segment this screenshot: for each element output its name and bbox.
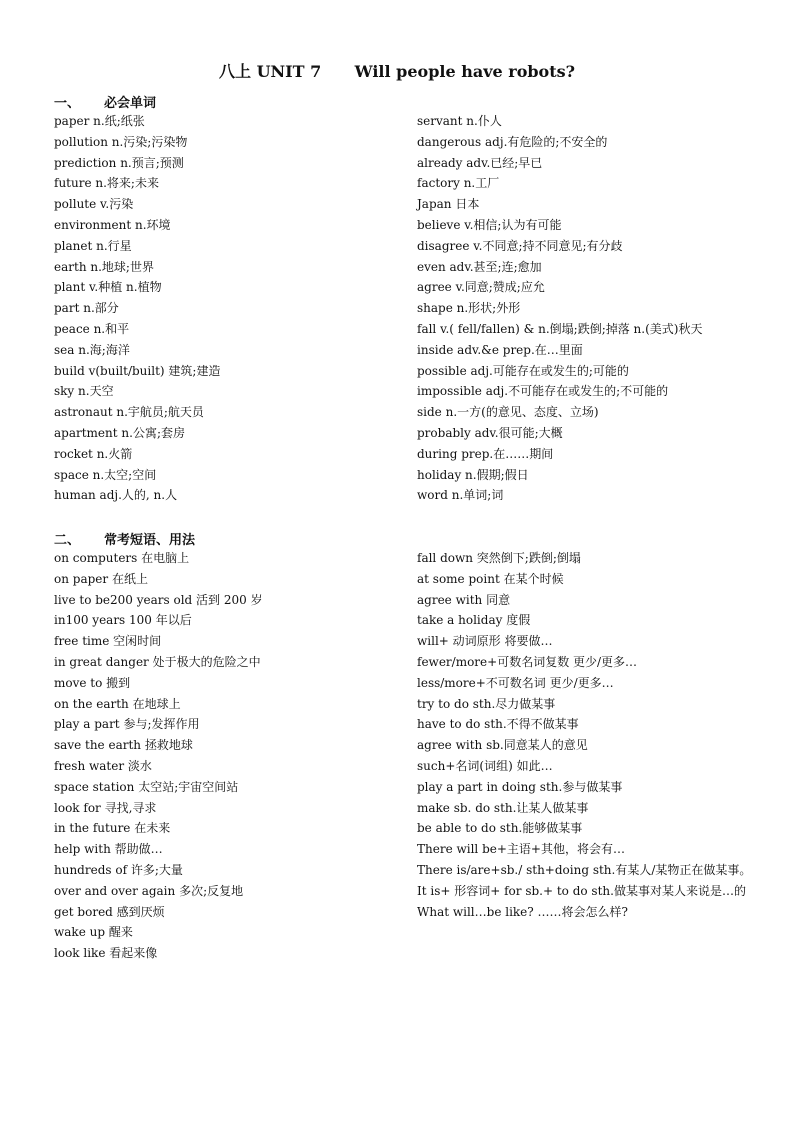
list-item: free time 空闲时间 <box>54 634 162 649</box>
list-item: probably adv.很可能;大概 <box>417 425 563 440</box>
section-title: 必会单词 <box>104 96 157 111</box>
list-item: in the future 在未来 <box>54 821 171 836</box>
list-item: in100 years 100 年以后 <box>54 613 192 628</box>
list-item: pollution n.污染;污染物 <box>54 134 188 149</box>
list-item: on the earth 在地球上 <box>54 696 181 711</box>
list-item: have to do sth.不得不做某事 <box>417 717 579 732</box>
list-item: environment n.环境 <box>54 217 171 232</box>
list-item: try to do sth.尽力做某事 <box>417 696 556 711</box>
list-item: on paper 在纸上 <box>54 571 148 586</box>
list-item: agree v.同意;赞成;应允 <box>417 280 545 295</box>
list-item: servant n.仆人 <box>417 114 502 128</box>
list-item: future n.将来;未来 <box>54 176 159 191</box>
list-item: look for 寻找,寻求 <box>54 800 157 815</box>
section-number: 二、 <box>54 533 81 548</box>
list-item: play a part 参与;发挥作用 <box>54 717 200 732</box>
phrases-left-column <box>54 548 394 964</box>
list-item: disagree v.不同意;持不同意见;有分歧 <box>417 238 623 253</box>
section-heading-vocabulary <box>54 92 156 111</box>
list-item: on computers 在电脑上 <box>54 551 190 565</box>
list-item: save the earth 拯救地球 <box>54 738 193 753</box>
list-item: during prep.在……期间 <box>417 446 554 461</box>
list-item: impossible adj.不可能存在或发生的;不可能的 <box>417 384 669 399</box>
list-item: take a holiday 度假 <box>417 613 531 628</box>
list-item: sky n.天空 <box>54 384 114 399</box>
list-item: plant v.种植 n.植物 <box>54 280 162 295</box>
list-item: believe v.相信;认为有可能 <box>417 217 562 232</box>
list-item: possible adj.可能存在或发生的;可能的 <box>417 363 629 378</box>
list-item: fresh water 淡水 <box>54 758 152 773</box>
list-item: look like 看起来像 <box>54 946 158 961</box>
list-item: at some point 在某个时候 <box>417 571 564 586</box>
list-item: human adj.人的, n.人 <box>54 488 178 503</box>
list-item: over and over again 多次;反复地 <box>54 883 244 898</box>
list-item: less/more+不可数名词 更少/更多… <box>417 675 614 690</box>
list-item: sea n.海;海洋 <box>54 342 130 357</box>
list-item: help with 帮助做… <box>54 842 163 857</box>
phrases-right-column <box>417 548 762 922</box>
list-item: fall v.( fell/fallen) & n.倒塌;跌倒;掉落 n.(美式)秋天 <box>417 321 703 336</box>
list-item: side n.一方(的意见、态度、立场) <box>417 405 599 420</box>
list-item: agree with sb.同意某人的意见 <box>417 738 588 753</box>
list-item: inside adv.&e prep.在…里面 <box>417 342 583 357</box>
section-number: 一、 <box>54 96 81 111</box>
list-item: hundreds of 许多;大量 <box>54 862 183 877</box>
list-item: peace n.和平 <box>54 321 130 336</box>
list-item: agree with 同意 <box>417 592 511 607</box>
list-item: already adv.已经;早已 <box>417 155 543 170</box>
list-item: holiday n.假期;假日 <box>417 467 529 482</box>
list-item: astronaut n.宇航员;航天员 <box>54 405 204 420</box>
vocabulary-right-column <box>417 111 762 506</box>
list-item: word n.单词;词 <box>417 488 504 503</box>
list-item: There is/are+sb./ sth+doing sth.有某人/某物正在做某事。 <box>417 862 752 877</box>
list-item: Japan 日本 <box>417 197 480 212</box>
list-item: live to be200 years old 活到 200 岁 <box>54 592 263 607</box>
section-title: 常考短语、用法 <box>104 533 196 548</box>
list-item: be able to do sth.能够做某事 <box>417 821 583 836</box>
list-item: What will…be like? ……将会怎么样? <box>417 904 628 919</box>
list-item: get bored 感到厌烦 <box>54 904 165 919</box>
list-item: will+ 动词原形 将要做… <box>417 634 553 649</box>
list-item: rocket n.火箭 <box>54 446 133 461</box>
list-item: dangerous adj.有危险的;不安全的 <box>417 134 608 149</box>
list-item: fall down 突然倒下;跌倒;倒塌 <box>417 551 581 565</box>
list-item: planet n.行星 <box>54 238 132 253</box>
list-item: play a part in doing sth.参与做某事 <box>417 779 623 794</box>
list-item: move to 搬到 <box>54 675 131 690</box>
list-item: space station 太空站;宇宙空间站 <box>54 779 239 794</box>
list-item: build v(built/built) 建筑;建造 <box>54 363 221 378</box>
list-item: in great danger 处于极大的危险之中 <box>54 654 261 669</box>
list-item: even adv.甚至;连;愈加 <box>417 259 542 274</box>
list-item: part n.部分 <box>54 301 119 316</box>
list-item: factory n.工厂 <box>417 176 500 191</box>
section-heading-phrases <box>54 529 195 548</box>
list-item: pollute v.污染 <box>54 197 134 212</box>
list-item: prediction n.预言;预测 <box>54 155 184 170</box>
vocabulary-left-column <box>54 111 394 506</box>
list-item: paper n.纸;纸张 <box>54 114 145 128</box>
list-item: shape n.形状;外形 <box>417 301 521 316</box>
list-item: such+名词(词组) 如此… <box>417 758 553 773</box>
list-item: wake up 醒来 <box>54 925 133 940</box>
list-item: fewer/more+可数名词复数 更少/更多… <box>417 654 638 669</box>
list-item: earth n.地球;世界 <box>54 259 154 274</box>
page-title: 八上 UNIT 7 Will people have robots? <box>219 62 575 81</box>
list-item: There will be+主语+其他，将会有… <box>417 842 625 857</box>
list-item: make sb. do sth.让某人做某事 <box>417 800 589 815</box>
list-item: It is+ 形容词+ for sb.+ to do sth.做某事对某人来说是…的 <box>417 883 746 898</box>
list-item: space n.太空;空间 <box>54 467 157 482</box>
list-item: apartment n.公寓;套房 <box>54 425 185 440</box>
